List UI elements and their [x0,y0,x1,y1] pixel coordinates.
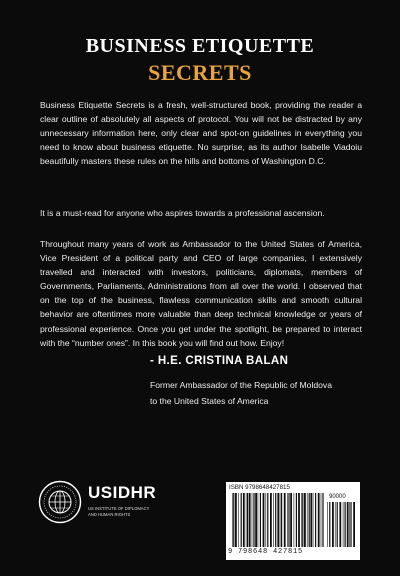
barcode-addon-icon [327,502,357,547]
barcode-bar [294,493,295,547]
barcode-bar [252,493,253,547]
publisher-subtitle-line1: US INSTITUTE OF DIPLOMACY [88,506,150,511]
publisher-subtitle-line2: AND HUMAN RIGHTS [88,511,131,517]
barcode-bar [243,493,245,547]
barcode-bar [339,502,341,547]
endorser-role-line2: to the United States of America [150,396,269,406]
barcode-bar [309,493,310,547]
barcode-bar [350,502,351,547]
barcode-bar [329,502,330,547]
isbn-barcode [226,482,360,560]
blurb-paragraph-1: Business Etiquette Secrets is a fresh, well-structured book, providing the reader a clear outline of absolutely all aspects of protocol. You will not be distracted by any unnecessary information here, only clear and spot-on guidelines in everything you need to know about business etiquette. No surprise, as its author Isabelle Viadoiu beautifully masters these rules on the hills and bottoms of Washington D.C. [40,100,362,167]
barcode-bar [238,493,239,547]
barcode-bar [270,493,272,547]
isbn-digits: 9 798648 427815 [228,548,304,556]
barcode-bar [288,493,289,547]
barcode-bar [246,493,247,547]
barcode-bar [296,493,297,547]
barcode-bar [249,493,251,547]
barcode-bar [332,502,334,547]
barcode-bar [347,502,349,547]
barcode-bar [337,502,338,547]
barcode-bar [258,493,259,547]
barcode-bar [322,493,323,547]
barcode-bar [310,493,312,547]
publisher-name: USIDHR [88,483,157,502]
barcode-bar [281,493,282,547]
barcode-bar [327,502,328,547]
barcode-bar [335,502,336,547]
isbn-label: ISBN 9798648427815 [229,484,290,491]
barcode-bar [280,493,281,547]
barcode-bar [255,493,257,547]
barcode-bar [267,493,268,547]
blurb-paragraph-2: It is a must-read for anyone who aspires towards a professional ascension. [40,208,325,218]
endorser-name: - H.E. CRISTINA BALAN [150,355,289,367]
barcode-main-icon [232,493,324,547]
barcode-bar [266,493,267,547]
barcode-bar [321,493,322,547]
barcode-bar [263,493,265,547]
barcode-bar [233,493,234,547]
barcode-bar [307,493,308,547]
barcode-bar [301,493,302,547]
globe-seal-icon [38,480,82,524]
barcode-bar [232,493,233,547]
book-title-line2: SECRETS [148,60,252,85]
barcode-bar [304,493,306,547]
barcode-bar [349,502,350,547]
endorser-role-line1: Former Ambassador of the Republic of Moldova [150,380,332,390]
book-title-line1: BUSINESS ETIQUETTE [85,35,315,57]
barcode-bar [343,502,344,547]
barcode-bar [287,493,288,547]
barcode-bar [298,493,300,547]
barcode-bar [235,493,237,547]
barcode-bar [302,493,303,547]
barcode-bar [247,493,248,547]
barcode-bar [260,493,261,547]
price-code: 90000 [329,494,346,500]
barcode-bar [277,493,279,547]
barcode-bar [313,493,314,547]
barcode-bar [241,493,242,547]
barcode-bar [290,493,292,547]
barcode-bar [273,493,274,547]
endorser-role [150,377,370,409]
barcode-bar [275,493,276,547]
barcode-bar [345,502,346,547]
barcode-bar [353,502,355,547]
publisher-logo [38,478,178,528]
barcode-bar [318,493,320,547]
barcode-bar [284,493,286,547]
barcode-bar [315,493,316,547]
blurb-paragraph-3: Throughout many years of work as Ambassador to the United States of America, Vice President of a political party and CEO of large companies, I extensively travelled and interacted with investors, politicians, diplomats, members of Governments, Parliaments, Administrations from all over the world. I observed that on the top of the business, flawless communication skills and smooth cultural behavior are oftentimes more valuable than deep technical knowledge or years of professional experience. Once you get under the spotlight, be prepared to interact with the “number ones”. In this book you will find out how. Enjoy! [40,239,362,348]
barcode-bar [253,493,254,547]
publisher-subtitle [88,506,183,517]
